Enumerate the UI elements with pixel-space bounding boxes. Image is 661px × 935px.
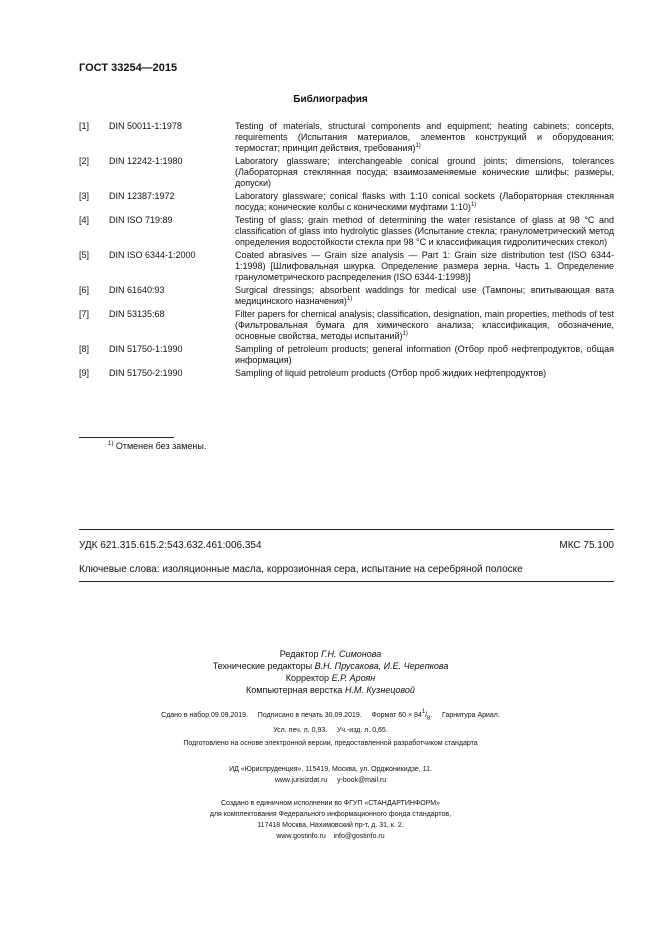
entry-number: [1] <box>79 121 90 131</box>
entry-number: [6] <box>79 285 90 295</box>
entry-code: DIN 12387:1972 <box>109 191 175 201</box>
bibliography-title: Библиография <box>293 94 368 105</box>
publisher-site[interactable]: www.jurisizdat.ru <box>274 777 328 784</box>
keywords: Ключевые слова: изоляционные масла, коррозионная сера, испытание на серебряной полоске <box>79 564 523 575</box>
entry-code: DIN 51750-1:1990 <box>109 344 183 354</box>
producer-email[interactable]: info@gostinfo.ru <box>333 833 385 840</box>
credit-layout: Компьютерная верстка Н.М. Кузнецовой <box>246 685 415 695</box>
entry-number: [2] <box>79 156 90 166</box>
entry-description: Testing of glass; grain method of determining the water resistance of glass at 98 °C and classification of glass into hydrolytic glasses (Испытание стекла; гранулометрический метод определения водостойкости стекла при 98 °C и классификация гидролитических стекол) <box>235 215 614 247</box>
entry-number: [9] <box>79 368 90 378</box>
entry-number: [8] <box>79 344 90 354</box>
bibliography-entry <box>79 156 614 189</box>
entry-description: Surgical dressings; absorbent waddings for medical use (Тампоны; впитывающая вата медицинского назначения)$^{1)}$ <box>235 285 614 306</box>
bibliography-entry <box>79 285 614 307</box>
bibliography-entry <box>79 368 614 379</box>
bibliography-entry <box>79 344 614 366</box>
bottom-rule <box>79 581 614 582</box>
top-rule <box>79 529 614 530</box>
entry-description: Filter papers for chemical analysis; classification, designation, main properties, methods of test (Фильтровальная бумага для химического анализа; классификация, обозначение, основные свойства, методы испытаний)$^{1)}$ <box>235 309 614 341</box>
udk-code: УДК 621.315.615.2:543.632.461:006.354 <box>79 540 262 551</box>
publisher-address: ИД «Юриспруденция», 115419, Москва, ул. Орджоникидзе, 11. <box>229 766 432 773</box>
entry-code: DIN ISO 719:89 <box>109 215 173 225</box>
footnote-ref: 1) <box>470 202 477 208</box>
entry-description: Sampling of petroleum products; general information (Отбор проб нефтепродуктов, общая информация) <box>235 344 614 365</box>
entry-code: DIN 50011-1:1978 <box>109 121 182 131</box>
print-info-line1: Сдано в набор 09.09.2019. Подписано в печать 30.09.2019. Формат $60 \times 84^1/_8$. Гарнитура Ариал. <box>161 709 500 722</box>
credits <box>0 648 661 696</box>
footnote-ref: 1) <box>415 143 421 149</box>
bibliography-entry <box>79 309 614 342</box>
producer-line1: Создано в единичном исполнении во ФГУП «СТАНДАРТИНФОРМ» <box>220 800 441 807</box>
entry-number: [5] <box>79 250 90 260</box>
entry-code: DIN 53135:68 <box>109 309 165 319</box>
entry-number: [3] <box>79 191 90 201</box>
entry-code: DIN ISO 6344-1:2000 <box>109 250 196 260</box>
print-info-line2: Усл. печ. л. 0,93. Уч.-изд. л. 0,65. <box>273 727 388 734</box>
footnote-text: Отменен без замены. <box>115 441 207 451</box>
entry-number: [4] <box>79 215 90 225</box>
producer-line2: для комплектования Федерального информационного фонда стандартов, <box>209 811 452 818</box>
producer-contacts <box>0 831 661 842</box>
entry-code: DIN 51750-2:1990 <box>109 368 183 378</box>
mks-code: МКС 75.100 <box>559 540 614 551</box>
bibliography-entry <box>79 250 614 283</box>
credit-proofreader: Корректор Е.Р. Ароян <box>285 673 376 683</box>
entry-code: DIN 12242-1:1980 <box>109 156 183 166</box>
entry-description: Sampling of liquid petroleum products (Отбор проб жидких нефтепродуктов) <box>235 368 547 378</box>
entry-description: Testing of materials, structural components and equipment; heating cabinets; concepts, requirements (Испытания материалов, элементов конструкций и оборудования; термостат; принцип действия, требования)$^{1)}$ <box>235 121 614 153</box>
bibliography-entry <box>79 191 614 213</box>
credit-tech-editors: Технические редакторы В.Н. Прусакова, И.Е. Черепкова <box>212 661 449 671</box>
publisher-contacts <box>0 775 661 786</box>
credit-editor: Редактор Г.Н. Симонова <box>279 649 382 659</box>
print-info-line3: Подготовлено на основе электронной версии, предоставленной разработчиком стандарта <box>183 740 478 747</box>
standard-number: ГОСТ 33254—2015 <box>79 62 178 74</box>
bibliography-entry <box>79 121 614 154</box>
bibliography-entry <box>79 215 614 248</box>
footnote-ref: 1) <box>346 296 353 302</box>
publisher-email[interactable]: y-book@mail.ru <box>337 777 387 784</box>
producer-line3: 117418 Москва, Нахимовский пр-т, д. 31, к. 2. <box>257 822 404 829</box>
footnote-ref: 1) <box>402 331 408 337</box>
entry-number: [7] <box>79 309 90 319</box>
entry-description: Coated abrasives — Grain size analysis — Part 1: Grain size distribution test (ISO 6344-1:1998) [Шлифовальная шкурка. Определение размера зерна. Часть 1. Определение гранулометрического распределения (ISO 6344-1:1998)] <box>235 250 614 282</box>
footnote-mark: 1) <box>108 441 114 447</box>
bibliography-list <box>79 121 614 381</box>
producer-site[interactable]: www.gostinfo.ru <box>276 833 326 840</box>
footnote-divider <box>79 437 174 438</box>
entry-code: DIN 61640:93 <box>109 285 165 295</box>
entry-description: Laboratory glassware; conical flasks with 1:10 conical sockets (Лабораторная стеклянная посуда; конические колбы с коническими муфтами 1:10)$^{1)}$ <box>235 191 614 212</box>
entry-description: Laboratory glassware; interchangeable conical ground joints; dimensions, tolerances (Лабораторная стеклянная посуда; взаимозаменяемые конические шлифы; размеры, допуски) <box>235 156 614 188</box>
footnote <box>108 441 206 451</box>
